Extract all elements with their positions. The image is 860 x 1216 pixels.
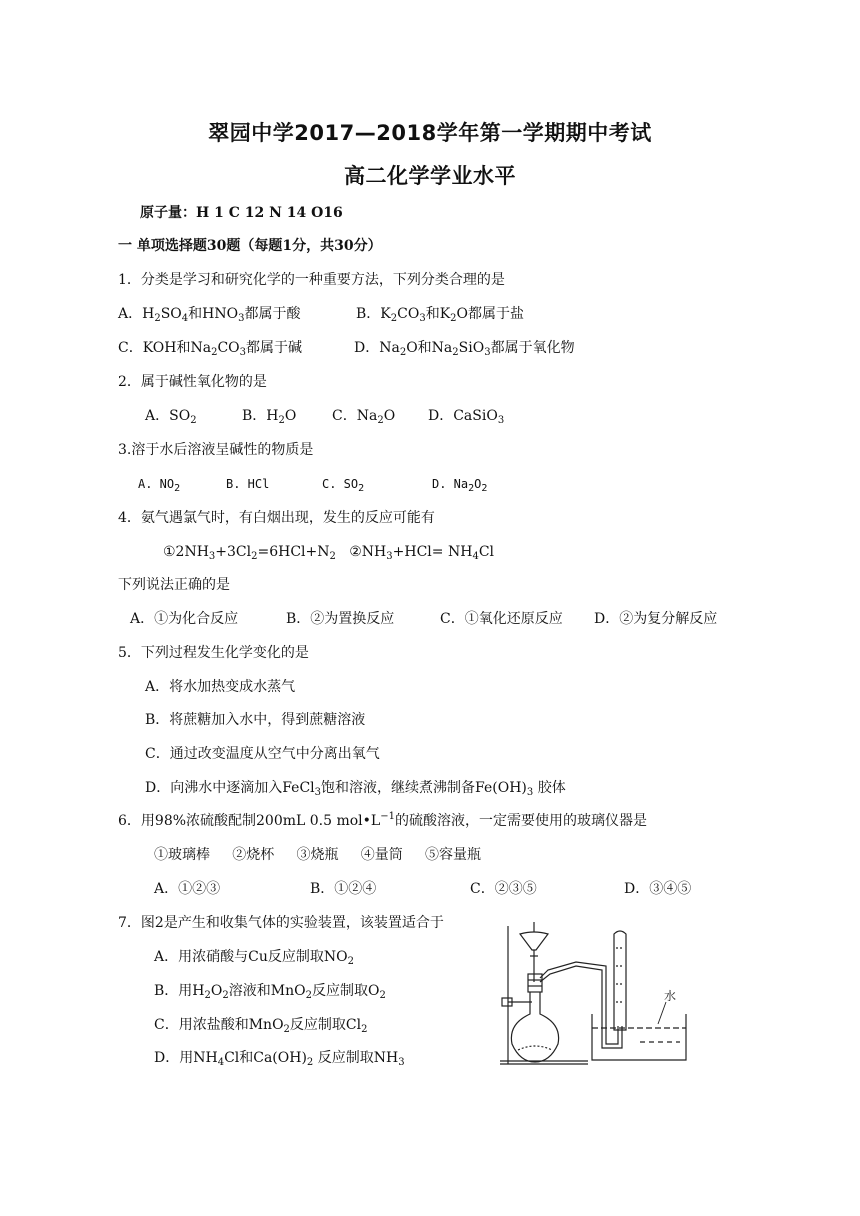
- q2-option-c: C．$Na_2O$: [332, 408, 396, 426]
- q6-option-a: A．①②③: [154, 881, 221, 897]
- q4-option-c: C．①氧化还原反应: [440, 611, 563, 627]
- q1-option-b: B．$K_2CO_3$和$K_2O$都属于盐: [356, 306, 525, 324]
- q4-option-d: D．②为复分解反应: [594, 611, 718, 627]
- q3-option-d: D. $Na_2O_2$: [432, 477, 488, 494]
- q5-option-d: D．向沸水中逐滴加入FeCl$_3$饱和溶液，继续煮沸制备$Fe(OH)_3$ 胶体: [145, 780, 566, 798]
- gas-apparatus-figure: [490, 918, 690, 1068]
- q7-option-c: C．用浓盐酸和MnO$_2$反应制取$Cl_2$: [154, 1017, 368, 1035]
- q6-option-c: C．②③⑤: [470, 881, 537, 897]
- delivery-tube: [540, 962, 618, 1044]
- flask-solid: [518, 1046, 552, 1050]
- q4-stem: 4．氨气遇氯气时，有白烟出现，发生的反应可能有: [118, 510, 435, 526]
- q5-option-b: B．将蔗糖加入水中，得到蔗糖溶液: [145, 712, 366, 728]
- q6-option-b: B．①②④: [310, 881, 377, 897]
- q1-option-d: D．$Na_2O$和$Na_2SiO_3$都属于氧化物: [354, 340, 575, 358]
- q1-option-c: C．KOH和$Na_2CO_3$都属于碱: [118, 340, 303, 358]
- q2-stem: 2．属于碱性氧化物的是: [118, 374, 267, 390]
- q7-option-d: D．用$NH_4Cl$和$Ca(OH)_2$ 反应制取$NH_3$: [154, 1050, 405, 1068]
- q4-option-a: A．①为化合反应: [130, 611, 239, 627]
- q3-stem: 3.溶于水后溶液呈碱性的物质是: [118, 442, 314, 458]
- q3-option-a: A. $NO_2$: [138, 477, 181, 494]
- q2-option-d: D．CaSiO$_3$: [428, 408, 505, 426]
- q5-option-a: A．将水加热变成水蒸气: [145, 679, 296, 695]
- q4-option-b: B．②为置换反应: [286, 611, 395, 627]
- q4-equations: $①2NH_3+3Cl_2=6HCl+N_2$ $②NH_3+HCl= NH_4Cl$: [163, 544, 495, 562]
- q6-items: ①玻璃棒 ②烧杯 ③烧瓶 ④量筒 ⑤容量瓶: [154, 847, 482, 863]
- q7-stem: 7．图2是产生和收集气体的实验装置，该装置适合于: [118, 915, 444, 931]
- q7-option-b: B．用$H_2O_2$溶液和MnO$_2$反应制取$O_2$: [154, 983, 386, 1001]
- q1-option-a: A．$H_2SO_4$和$HNO_3$都属于酸: [118, 306, 301, 324]
- q2-option-b: B．$H_2O$: [242, 408, 297, 426]
- q7-option-a: A．用浓硝酸与Cu反应制取$NO_2$: [154, 949, 354, 967]
- q3-option-b: B. HCl: [226, 477, 270, 491]
- q5-stem: 5．下列过程发生化学变化的是: [118, 645, 309, 661]
- q5-option-c: C．通过改变温度从空气中分离出氧气: [145, 746, 380, 762]
- atomic-mass-line: 原子量：H 1 C 12 N 14 O16: [140, 205, 343, 221]
- q6-stem: 6．用98%浓硫酸配制200mL 0.5 $mol•L^{-1}$的硫酸溶液，一定需要使用的玻璃仪器是: [118, 811, 647, 829]
- water-label: 水: [664, 989, 677, 1003]
- exam-subtitle: 高二化学学业水平: [344, 164, 516, 188]
- q2-option-a: A．$SO_2$: [145, 408, 197, 426]
- section-heading: 一 单项选择题30题（每题1分，共30分）: [118, 238, 382, 254]
- flask-stopper: [528, 974, 542, 992]
- q3-option-c: C. $SO_2$: [322, 477, 365, 494]
- q1-stem: 1．分类是学习和研究化学的一种重要方法，下列分类合理的是: [118, 272, 505, 288]
- exam-title: 翠园中学2017—2018学年第一学期期中考试: [208, 121, 652, 145]
- q6-option-d: D．③④⑤: [624, 881, 692, 897]
- separatory-funnel: [520, 932, 548, 950]
- collection-tube: [614, 931, 626, 1030]
- q4-sub-stem: 下列说法正确的是: [118, 577, 230, 593]
